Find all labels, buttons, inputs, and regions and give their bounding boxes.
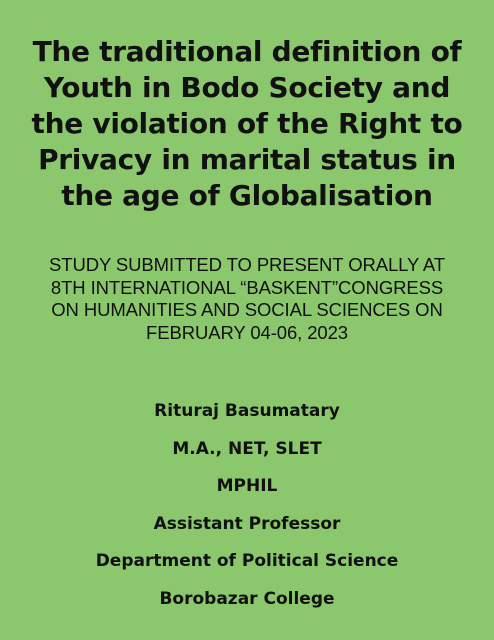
author-name: Rituraj Basumatary — [154, 401, 340, 421]
subtitle-line: ON HUMANITIES AND SOCIAL SCIENCES ON — [51, 299, 443, 320]
subtitle-line: 8TH INTERNATIONAL “BASKENT”CONGRESS — [50, 276, 444, 298]
title-line: Privacy in marital status in — [38, 143, 456, 176]
subtitle-line: STUDY SUBMITTED TO PRESENT ORALLY AT — [49, 254, 445, 275]
title-line: Youth in Bodo Society and — [43, 71, 451, 104]
document-title — [14, 34, 480, 214]
title-line: the age of Globalisation — [61, 179, 433, 212]
author-info — [0, 398, 494, 623]
submission-statement — [10, 254, 484, 344]
title-line: the violation of the Right to — [31, 107, 463, 140]
author-degree: MPHIL — [216, 476, 278, 496]
author-position: Assistant Professor — [153, 513, 341, 534]
author-department: Department of Political Science — [95, 551, 399, 571]
title-line: The traditional definition of — [32, 35, 462, 68]
subtitle-line: FEBRUARY 04-06, 2023 — [146, 321, 348, 343]
author-institution: Borobazar College — [159, 588, 335, 609]
author-qualifications: M.A., NET, SLET — [172, 438, 322, 459]
